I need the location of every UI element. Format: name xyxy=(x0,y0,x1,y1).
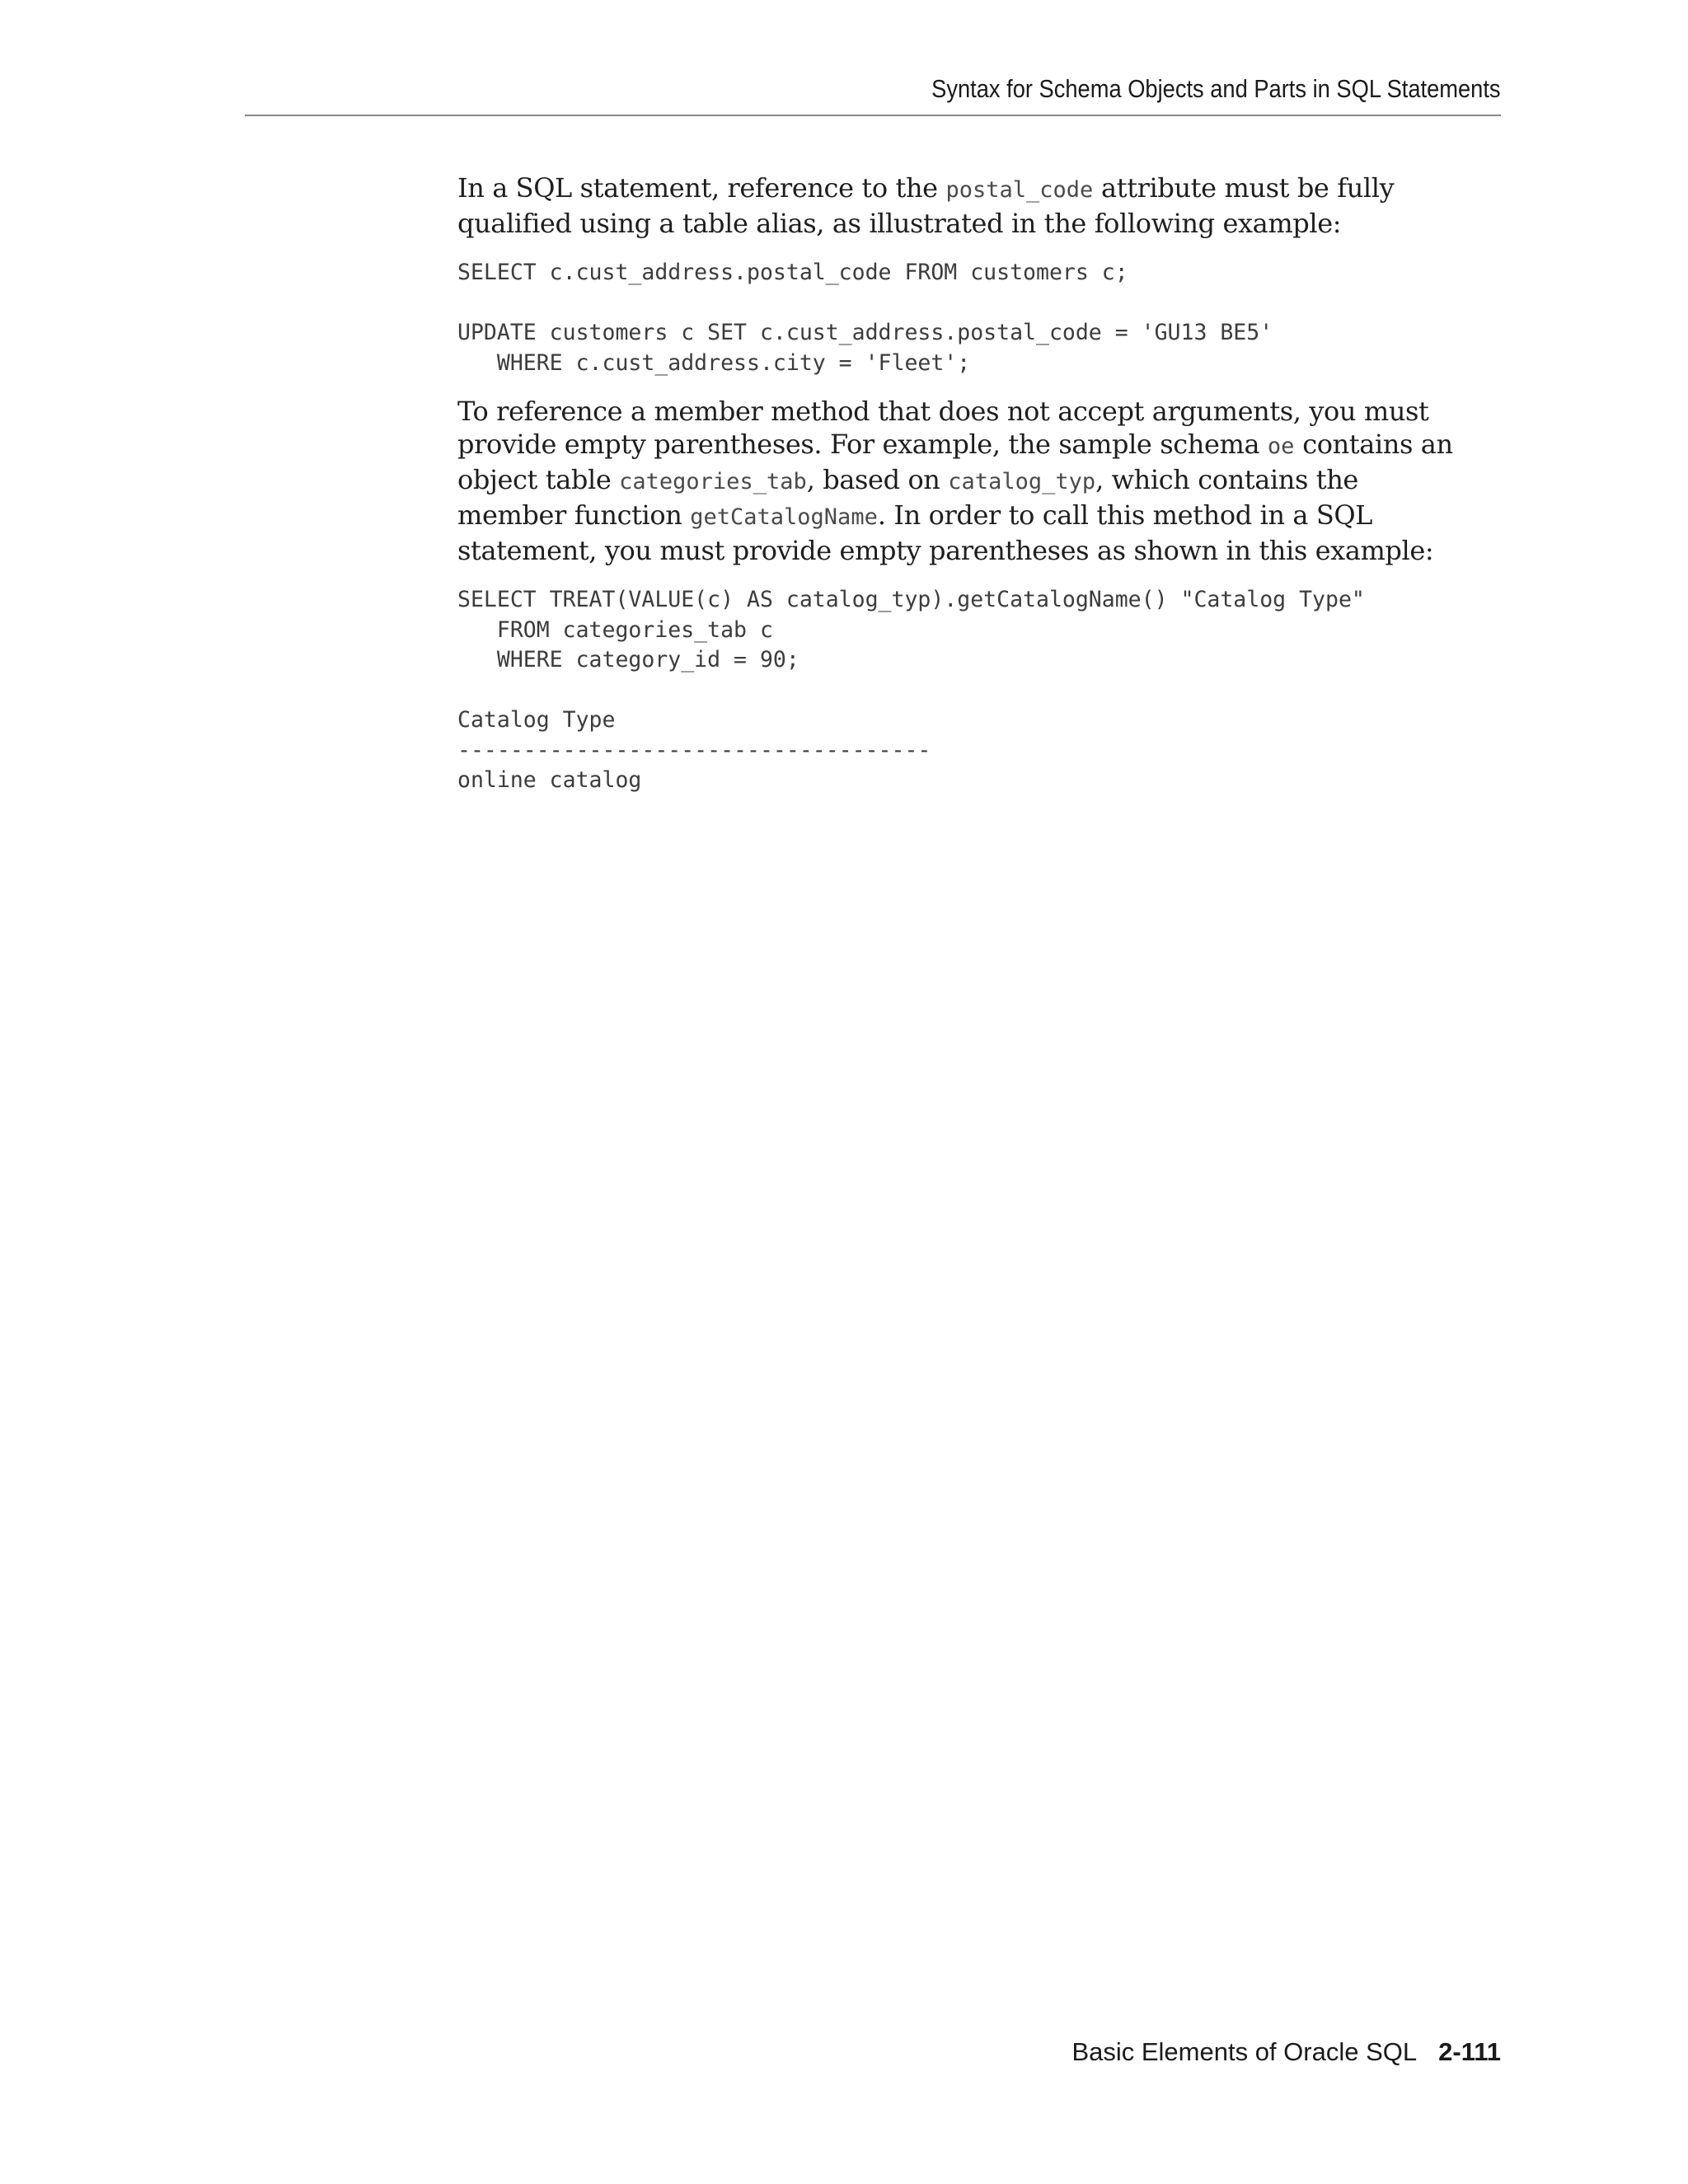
inline-code-postal-code: postal_code xyxy=(945,177,1094,203)
paragraph-postal-code xyxy=(457,171,1471,240)
paragraph-text: attribute must be fully qualified using a table alias, as illustrated in the following example: xyxy=(457,172,1395,239)
paragraph-text: contains an object table xyxy=(457,429,1453,495)
code-example-postal-code: SELECT c.cust_address.postal_code FROM customers c; UPDATE customers c SET c.cust_address.postal_code = 'GU13 BE5' WHERE c.cust_address.city = 'Fleet'; xyxy=(457,260,1273,376)
paragraph-text: . In order to call this method in a SQL statement, you must provide empty parentheses as shown in this example: xyxy=(457,499,1434,566)
header-rule xyxy=(245,115,1501,116)
inline-code-categories-tab: categories_tab xyxy=(619,469,807,494)
page-footer xyxy=(1071,2037,1501,2067)
paragraph-text: To reference a member method that does not accept arguments, you must provide empty parentheses. For example, the sample schema xyxy=(457,396,1429,460)
page-number: 2-111 xyxy=(1438,2037,1501,2066)
inline-code-getcatalogname: getCatalogName xyxy=(690,504,878,530)
paragraph-text: In a SQL statement, reference to the xyxy=(457,172,946,204)
inline-code-oe: oe xyxy=(1267,434,1295,459)
footer-book-title: Basic Elements of Oracle SQL xyxy=(1071,2037,1418,2066)
paragraph-text: , based on xyxy=(806,464,949,495)
paragraph-member-method xyxy=(457,395,1471,567)
inline-code-catalog-typ: catalog_typ xyxy=(948,469,1096,494)
paragraph-text: , which contains the member function xyxy=(457,464,1358,531)
page-content xyxy=(457,171,1471,796)
code-example-catalog-type: SELECT TREAT(VALUE(c) AS catalog_typ).getCatalogName() "Catalog Type" FROM categories_tab c WHERE category_id = 90; Catalog Type ------------------------------------ online catalog xyxy=(457,587,1365,793)
running-header-title: Syntax for Schema Objects and Parts in SQL Statements xyxy=(931,74,1501,103)
